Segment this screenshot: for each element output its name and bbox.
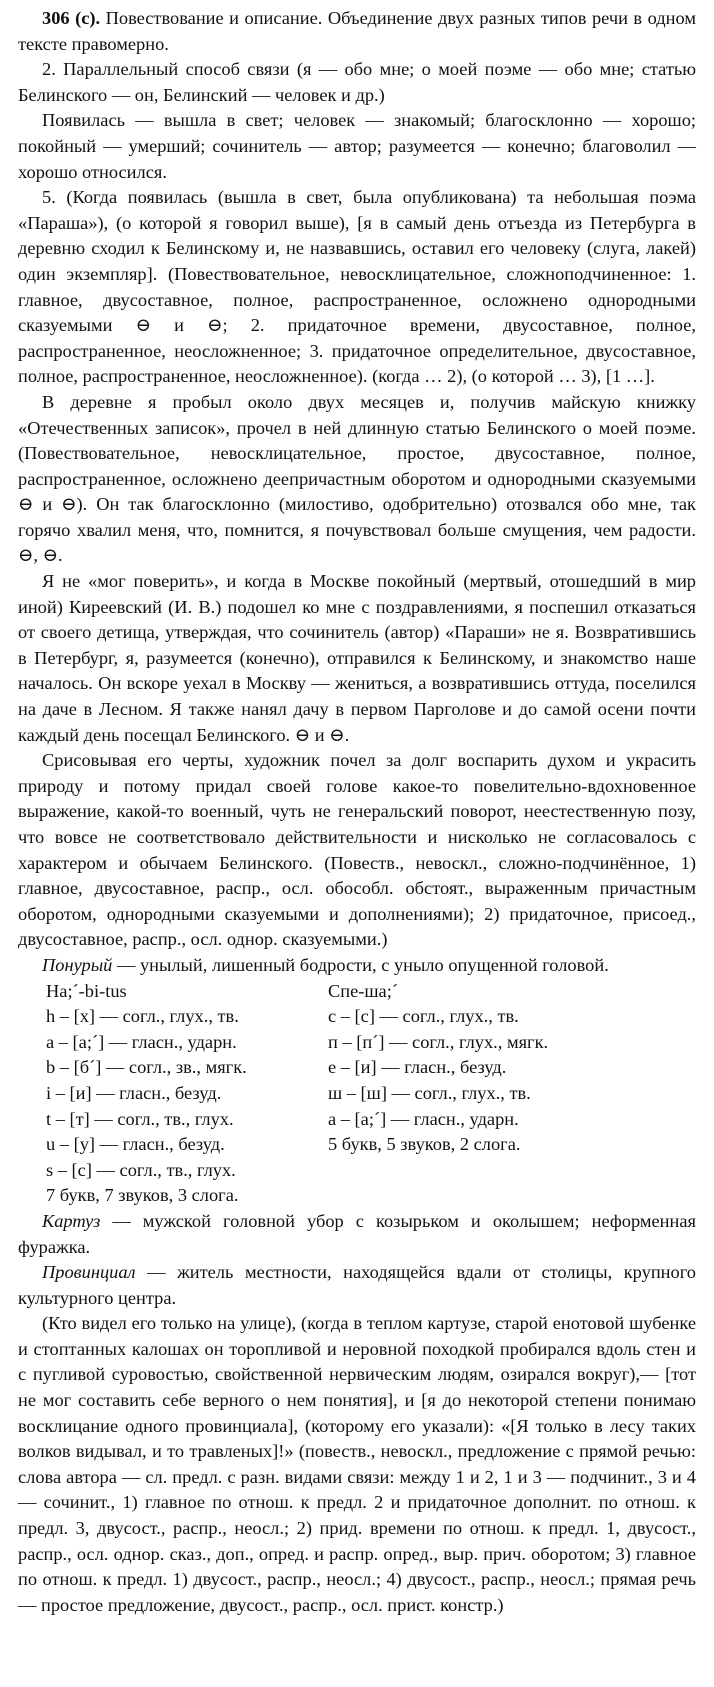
phonetic-line: На;´-bi-tus xyxy=(46,980,127,1001)
phonetic-line: s – [с] — согл., тв., глух. xyxy=(46,1159,236,1180)
task-2: 2. Параллельный способ связи (я — обо мне; о моей поэме — обо мне; статью Белинского — он, Белинский — человек и др.) xyxy=(18,59,696,105)
phonetic-line: Спе-ша;´ xyxy=(328,980,398,1001)
phonetic-line: е – [и] — гласн., безуд. xyxy=(328,1057,507,1078)
phonetic-line: ш – [ш] — согл., глух., тв. xyxy=(328,1082,531,1103)
phonetic-line: 7 букв, 7 звуков, 3 слога. xyxy=(46,1185,239,1206)
paragraph-village: В деревне я пробыл около двух месяцев и, получив майскую книжку «Отечественных записок», прочел в ней длинную статью Белинского о моей поэме. (Повествовательное, невосклицательное, простое, двусоставное, полное, распространенное, осложнено деепричастным оборотом и однородными сказуемыми ⊖ и ⊖). Он так благосклонно (милостиво, одобрительно) отозвался обо мне, так горячо хвалил меня, что, помнится, я почувствовал больше смущения, чем радости. ⊖, ⊖. xyxy=(18,391,696,566)
paragraph-moscow: Я не «мог поверить», и когда в Москве покойный (мертвый, отошедший в мир иной) Киреевский (И. В.) подошел ко мне с поздравлениями, я поспешил отказаться от своего детища, утверждая, что сочинитель (автор) «Параши» не я. Возвратившись в Петербург, я, разумеется (конечно), отправился к Белинскому, и знакомство наше началось. Он вскоре уехал в Москву — жениться, а возвратившись оттуда, поселился на даче в Лесном. Я также нанял дачу в первом Парголове и до самой осени почти каждый день посещал Белинского. ⊖ и ⊖. xyxy=(18,571,696,745)
paragraph-last: (Кто видел его только на улице), (когда в теплом картузе, старой енотовой шубенке и стоптанных калошах он торопливой и неровной походкой пробирался вдоль стен и с пугливой суровостью, свойственной нервическим людям, озирался вокруг),— [тот не мог составить себе верного о нем понятия], и [я до некоторой степени понимаю восклицание одного провинциала], (которому его указали): «[Я только в лесу таких волков видывал, и то травленых]!» (повеств., невоскл., предложение с прямой речью: слова автора — сл. предл. с разн. видами связи: между 1 и 2, 1 и 3 — подчинит., 3 и 4 — сочинит., 1) главное по отнош. к предл. 2 и придаточное дополнит. по отнош. к предл. 3, двусост., распр., неосл.; 2) прид. времени по отнош. к предл. 1, двусост., распр., осл. однор. сказ., доп., опред. и распр. опред., выр. прич. оборотом; 3) главное по отнош. к предл. 1) двусост., распр., неосл.; 4) двусост., распр., неосл.; прямая речь — простое предложение, двусост., распр., осл. прист. констр.) xyxy=(18,1313,696,1615)
phonetic-line: п – [п´] — согл., глух., мягк. xyxy=(328,1031,549,1052)
phonetic-line: а – [а;´] — гласн., ударн. xyxy=(328,1108,519,1129)
phonetic-right-column xyxy=(328,979,696,1209)
phonetic-line: с – [с] — согл., глух., тв. xyxy=(328,1006,519,1027)
phonetic-left-column xyxy=(46,979,328,1209)
phonetic-line: t – [т] — согл., тв., глух. xyxy=(46,1108,234,1129)
phonetic-line: i – [и] — гласн., безуд. xyxy=(46,1082,222,1103)
phonetic-line: а – [а;´] — гласн., ударн. xyxy=(46,1031,237,1052)
exercise-intro: 306 (с). Повествование и описание. Объединение двух разных типов речи в одном тексте правомерно. xyxy=(18,8,696,54)
phonetic-line: u – [у] — гласн., безуд. xyxy=(46,1134,225,1155)
phonetic-line: h – [х] — согл., глух., тв. xyxy=(46,1006,239,1027)
phonetic-line: b – [б´] — согл., зв., мягк. xyxy=(46,1057,247,1078)
definition-kartuz: Картуз — мужской головной убор с козырьком и околышем; неформенная фуражка. xyxy=(18,1210,696,1257)
phonetic-analysis xyxy=(18,979,696,1209)
definition-provincial: Провинциал — житель местности, находящейся вдали от столицы, крупного культурного центра. xyxy=(18,1262,696,1308)
exercise-number: 306 (с). xyxy=(42,8,101,28)
vocabulary: Появилась — вышла в свет; человек — знакомый; благосклонно — хорошо; покойный — умерший; сочинитель — автор; разумеется — конечно; благоволил — хорошо относился. xyxy=(18,110,696,182)
paragraph-portrait: Срисовывая его черты, художник почел за долг воспарить духом и украсить природу и потому придал своей голове какое-то повелительно-вдохновенное выражение, какой-то военный, чуть не генеральский поворот, неестественную позу, что вовсе не соответствовало действительности и нисколько не согласовалось с характером и обычаем Белинского. (Повеств., невоскл., сложно-подчинённое, 1) главное, двусоставное, распр., осл. обособл. обстоят., выраженным причастным оборотом, однородными сказуемыми и дополнениями); 2) придаточное, присоед., двусоставное, распр., осл. однор. сказуемыми.) xyxy=(18,750,696,950)
phonetic-line: 5 букв, 5 звуков, 2 слога. xyxy=(328,1134,521,1155)
task-5: 5. (Когда появилась (вышла в свет, была опубликована) та небольшая поэма «Параша»), (о которой я говорил выше), [я в самый день отъезда из Петербурга в деревню сходил к Белинскому и, не назвавшись, оставил его человеку (слуга, лакей) один экземпляр]. (Повествовательное, невосклицательное, сложноподчиненное: 1. главное, двусоставное, полное, распространенное, осложнено однородными сказуемыми ⊖ и ⊖; 2. придаточное времени, двусоставное, полное, распространенное, неосложненное; 3. придаточное определительное, двусоставное, полное, распространенное, неосложненное). (когда … 2), (о которой … 3), [1 …]. xyxy=(18,187,696,387)
definition-ponury: Понурый — унылый, лишенный бодрости, с уныло опущенной головой. xyxy=(42,954,609,975)
